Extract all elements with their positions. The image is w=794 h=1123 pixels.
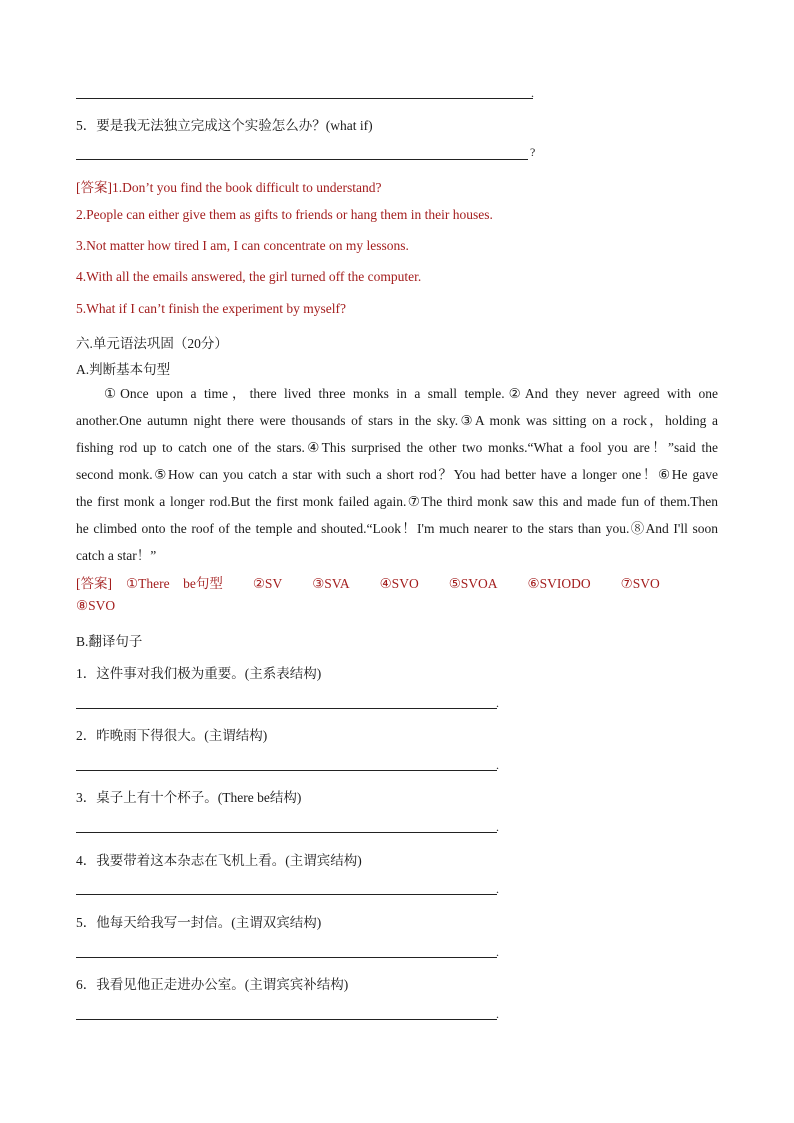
- end-mark: .: [496, 758, 499, 772]
- answer-line[interactable]: [76, 894, 497, 895]
- answers-a-row-2: [76, 598, 115, 614]
- passage-line: fishing rod up to catch one of the stars.④This surprised the other two monks.“What a fool you are！”said the: [76, 440, 718, 455]
- answer-item: ③SVA: [312, 576, 350, 591]
- translation-question-3: 3．桌子上有十个杯子。(There be结构): [76, 790, 302, 805]
- passage-line: ①Once upon a time，there lived three monks in a small temple.②And they never agreed with one: [104, 386, 718, 401]
- part-a-title: A.判断基本句型: [76, 362, 171, 377]
- translation-question-2: 2．昨晚雨下得很大。(主谓结构): [76, 728, 268, 743]
- answer-line[interactable]: [76, 708, 497, 709]
- section-title: 六.单元语法巩固（20分）: [76, 336, 228, 351]
- answers-a-row-1: [76, 572, 660, 592]
- answer-line[interactable]: [76, 159, 528, 160]
- answer-line[interactable]: [76, 957, 497, 958]
- end-mark: .: [496, 820, 499, 834]
- answer-line[interactable]: [76, 770, 497, 771]
- part-b-title: B.翻译句子: [76, 634, 143, 649]
- answer-line-2: 2.People can either give them as gifts to friends or hang them in their houses.: [76, 207, 493, 222]
- translation-question-6: 6．我看见他正走进办公室。(主谓宾宾补结构): [76, 977, 349, 992]
- answer-item: ④SVO: [379, 576, 419, 591]
- answer-line-5: 5.What if I can’t finish the experiment by myself?: [76, 301, 347, 316]
- answer-item: ⑧SVO: [76, 598, 116, 613]
- end-mark: ?: [530, 145, 536, 159]
- translation-question-1: 1．这件事对我们极为重要。(主系表结构): [76, 666, 322, 681]
- answer-text: 1.Don’t you find the book difficult to understand?: [112, 180, 382, 195]
- answer-line[interactable]: [76, 98, 533, 99]
- passage-line: catch a star！”: [76, 548, 157, 563]
- answer-line[interactable]: [76, 832, 497, 833]
- passage: [76, 380, 718, 569]
- answer-item: ⑥SVIODO: [527, 576, 591, 591]
- answer-line[interactable]: [76, 1019, 497, 1020]
- answer-prefix: [答案]: [76, 576, 112, 591]
- passage-line: he climbed onto the roof of the temple and shouted.“Look！I'm much nearer to the stars than you.⑧And I'll soon: [76, 521, 718, 536]
- end-mark: .: [496, 1007, 499, 1021]
- question-5: 5．要是我无法独立完成这个实验怎么办？(what if): [76, 118, 373, 133]
- answer-line-1: [76, 176, 381, 196]
- passage-line: another.One autumn night there were thousands of stars in the sky.③A monk was sitting on a rock，holding a: [76, 413, 718, 428]
- end-mark: .: [496, 696, 499, 710]
- answer-prefix: [答案]: [76, 180, 112, 195]
- translation-question-4: 4．我要带着这本杂志在飞机上看。(主谓宾结构): [76, 853, 362, 868]
- end-mark: .: [496, 882, 499, 896]
- answer-line-3: 3.Not matter how tired I am, I can concentrate on my lessons.: [76, 238, 409, 253]
- end-mark: .: [531, 86, 534, 100]
- end-mark: .: [496, 945, 499, 959]
- answer-item: ②SV: [252, 576, 283, 591]
- passage-line: second monk.⑤How can you catch a star with such a short rod？You had better have a longer one！⑥He gave: [76, 467, 718, 482]
- answer-item: ①There be句型: [126, 576, 223, 591]
- answer-line-4: 4.With all the emails answered, the girl turned off the computer.: [76, 269, 422, 284]
- answer-item: ⑦SVO: [620, 576, 660, 591]
- answer-item: ⑤SVOA: [448, 576, 498, 591]
- passage-line: the first monk a longer rod.But the first monk failed again.⑦The third monk saw this and made fun of them.Then: [76, 494, 718, 509]
- translation-question-5: 5．他每天给我写一封信。(主谓双宾结构): [76, 915, 322, 930]
